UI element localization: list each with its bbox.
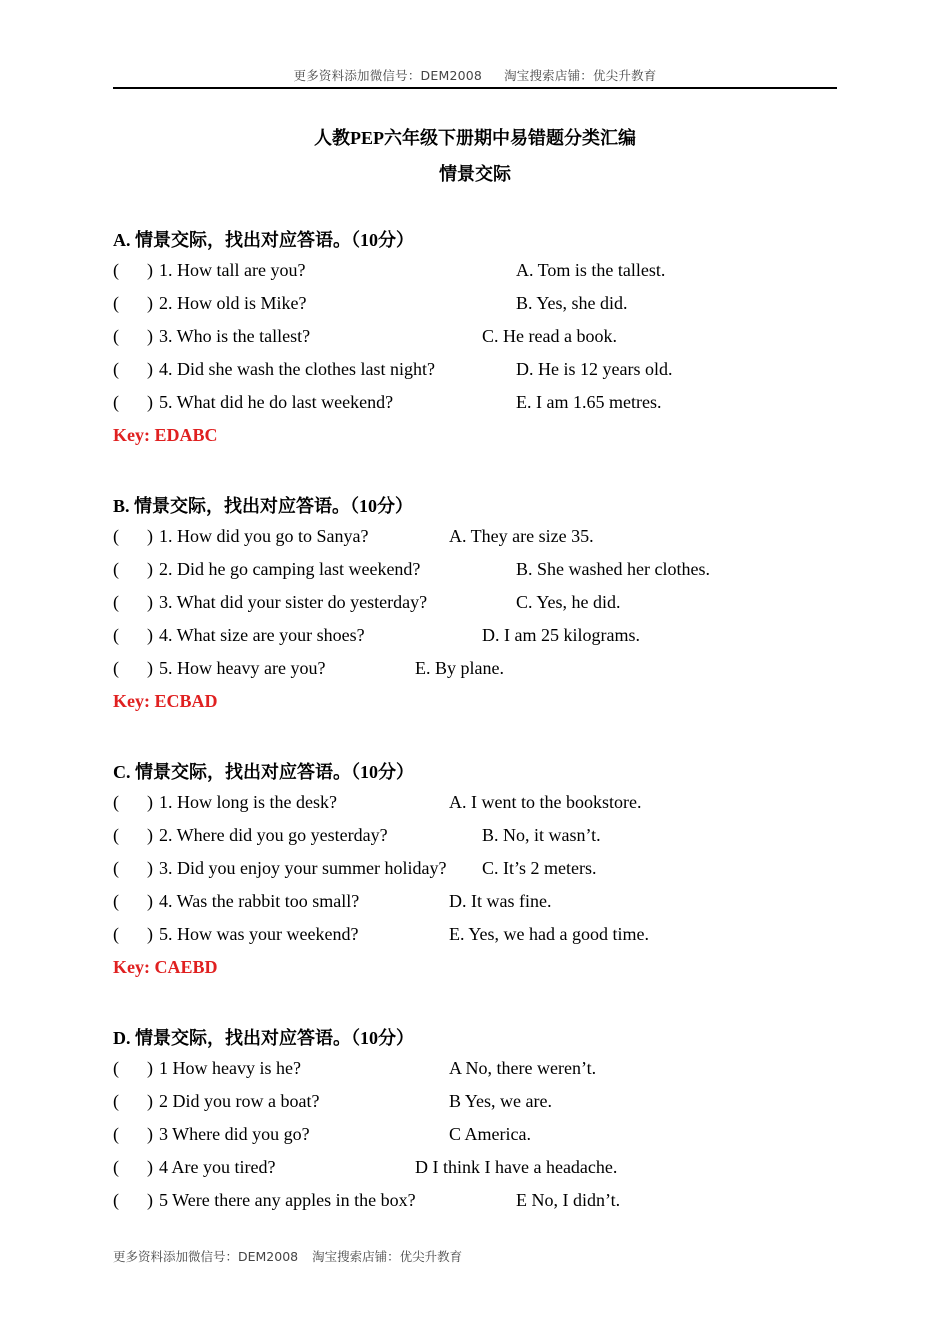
answer-text: C America. <box>449 1124 531 1144</box>
question-row: ( ) 1. How long is the desk? A. I went to the bookstore. <box>113 792 642 812</box>
question-row: ( ) 2 Did you row a boat? B Yes, we are. <box>113 1091 552 1111</box>
answer-text: E. I am 1.65 metres. <box>516 392 662 412</box>
answer-text: E. By plane. <box>415 658 504 678</box>
answer-text: C. It’s 2 meters. <box>482 858 597 878</box>
footer-wechat: 更多资料添加微信号：DEM2008 <box>113 1249 299 1264</box>
header-shop: 淘宝搜索店铺：优尖升教育 <box>504 68 657 83</box>
question-row: ( ) 3. Who is the tallest? C. He read a book. <box>113 326 617 346</box>
answer-text: C. He read a book. <box>482 326 617 346</box>
header-wechat: 更多资料添加微信号：DEM2008 <box>293 68 483 83</box>
doc-title: 人教PEP六年级下册期中易错题分类汇编 <box>314 128 636 148</box>
question-row: ( ) 4. Did she wash the clothes last night? D. He is 12 years old. <box>113 359 673 379</box>
header-rule <box>113 87 837 89</box>
question-row: ( ) 3. Did you enjoy your summer holiday? C. It’s 2 meters. <box>113 858 597 878</box>
footer-shop: 淘宝搜索店铺：优尖升教育 <box>312 1249 463 1264</box>
question-text: 1. How long is the desk? <box>159 792 337 812</box>
question-text: 2. How old is Mike? <box>159 293 307 313</box>
question-text: 4. Was the rabbit too small? <box>159 891 360 911</box>
question-text: 4. What size are your shoes? <box>159 625 365 645</box>
section-c-heading: C. 情景交际，找出对应答语。（10分） <box>113 762 414 782</box>
question-text: 3. What did your sister do yesterday? <box>159 592 428 612</box>
section-a-heading: A. 情景交际，找出对应答语。（10分） <box>113 230 414 250</box>
answer-text: D. It was fine. <box>449 891 552 911</box>
answer-text: E. Yes, we had a good time. <box>449 924 649 944</box>
question-row: ( ) 1 How heavy is he? A No, there weren’t. <box>113 1058 597 1078</box>
answer-text: B. No, it wasn’t. <box>482 825 601 845</box>
question-row: ( ) 3 Where did you go? C America. <box>113 1124 531 1144</box>
question-text: 2 Did you row a boat? <box>159 1091 320 1111</box>
answer-text: B. She washed her clothes. <box>516 559 710 579</box>
question-row: ( ) 1. How did you go to Sanya? A. They are size 35. <box>113 526 594 546</box>
answer-key-c: Key: CAEBD <box>113 957 218 977</box>
answer-text: A. They are size 35. <box>449 526 594 546</box>
question-text: 5. How heavy are you? <box>159 658 326 678</box>
question-row: ( ) 4. What size are your shoes? D. I am 25 kilograms. <box>113 625 640 645</box>
answer-text: D. I am 25 kilograms. <box>482 625 640 645</box>
answer-text: B Yes, we are. <box>449 1091 552 1111</box>
section-b-heading: B. 情景交际，找出对应答语。（10分） <box>113 496 414 516</box>
question-text: 5. What did he do last weekend? <box>159 392 394 412</box>
page-footer <box>113 1247 462 1265</box>
answer-text: D. He is 12 years old. <box>516 359 673 379</box>
section-d-heading: D. 情景交际，找出对应答语。（10分） <box>113 1028 414 1048</box>
question-text: 1. How tall are you? <box>159 260 306 280</box>
page-header <box>113 66 837 84</box>
question-row: ( ) 2. Did he go camping last weekend? B. She washed her clothes. <box>113 559 710 579</box>
question-row: ( ) 2. How old is Mike? B. Yes, she did. <box>113 293 628 313</box>
answer-key-b: Key: ECBAD <box>113 691 218 711</box>
question-text: 1. How did you go to Sanya? <box>159 526 369 546</box>
question-text: 3. Did you enjoy your summer holiday? <box>159 858 447 878</box>
answer-text: A. I went to the bookstore. <box>449 792 642 812</box>
answer-text: B. Yes, she did. <box>516 293 628 313</box>
doc-subtitle: 情景交际 <box>439 164 511 184</box>
question-text: 5. How was your weekend? <box>159 924 359 944</box>
question-text: 3. Who is the tallest? <box>159 326 311 346</box>
question-row: ( ) 5. What did he do last weekend? E. I am 1.65 metres. <box>113 392 662 412</box>
question-text: 4. Did she wash the clothes last night? <box>159 359 435 379</box>
question-row: ( ) 2. Where did you go yesterday? B. No, it wasn’t. <box>113 825 601 845</box>
question-row: ( ) 1. How tall are you? A. Tom is the tallest. <box>113 260 666 280</box>
question-text: 2. Did he go camping last weekend? <box>159 559 421 579</box>
question-row: ( ) 5. How heavy are you? E. By plane. <box>113 658 504 678</box>
answer-text: D I think I have a headache. <box>415 1157 618 1177</box>
question-text: 3 Where did you go? <box>159 1124 310 1144</box>
answer-key-a: Key: EDABC <box>113 425 218 445</box>
question-row: ( ) 4. Was the rabbit too small? D. It was fine. <box>113 891 552 911</box>
answer-text: C. Yes, he did. <box>516 592 621 612</box>
question-text: 2. Where did you go yesterday? <box>159 825 388 845</box>
answer-text: E No, I didn’t. <box>516 1190 621 1210</box>
question-text: 1 How heavy is he? <box>159 1058 301 1078</box>
question-row: ( ) 4 Are you tired? D I think I have a headache. <box>113 1157 618 1177</box>
question-row: ( ) 5 Were there any apples in the box? E No, I didn’t. <box>113 1190 621 1210</box>
answer-text: A. Tom is the tallest. <box>516 260 666 280</box>
question-row: ( ) 5. How was your weekend? E. Yes, we had a good time. <box>113 924 649 944</box>
question-text: 4 Are you tired? <box>159 1157 276 1177</box>
answer-text: A No, there weren’t. <box>449 1058 597 1078</box>
question-text: 5 Were there any apples in the box? <box>159 1190 416 1210</box>
question-row: ( ) 3. What did your sister do yesterday? C. Yes, he did. <box>113 592 621 612</box>
